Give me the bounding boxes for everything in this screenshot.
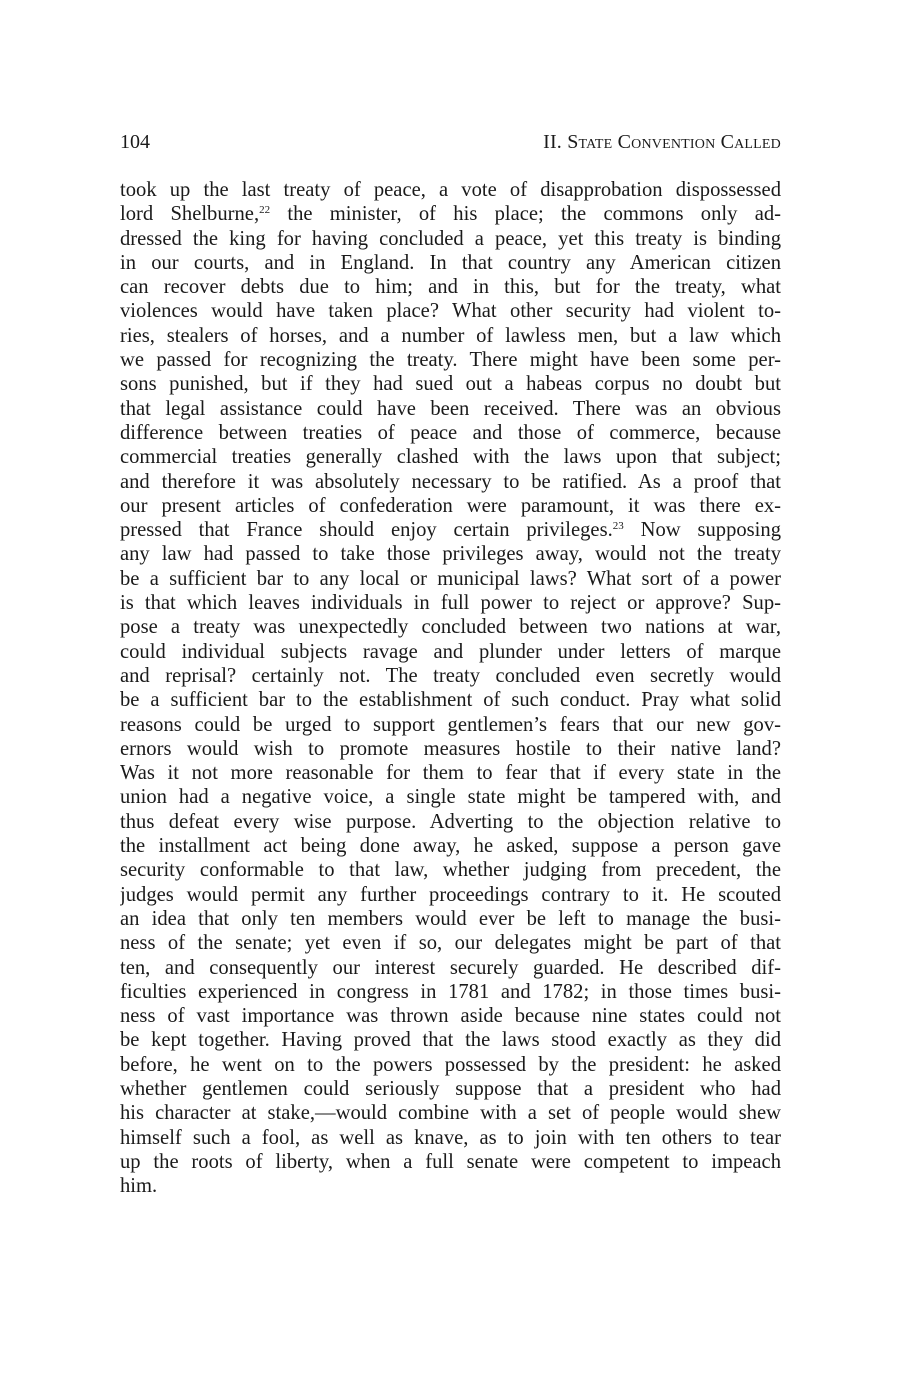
text-line: difference between treaties of peace and those of commerce, because [120,421,781,444]
running-head [120,128,781,156]
text-line: an idea that only ten members would ever be left to manage the busi- [120,907,781,930]
body-paragraph [120,178,781,1198]
text-line: ness of vast importance was thrown aside because nine states could not [120,1005,781,1028]
text-line: ernors would wish to promote measures hostile to their native land? [120,737,781,760]
footnote-reference: 22 [259,204,271,217]
text-line: judges would permit any further proceedings contrary to it. He scouted [120,883,781,906]
text-line: that legal assistance could have been received. There was an obvious [120,397,781,420]
text-line: ficulties experienced in congress in 1781 and 1782; in those times busi- [120,980,781,1003]
text-line: himself such a fool, as well as knave, as to join with ten others to tear [120,1126,781,1149]
text-line: could individual subjects ravage and plunder under letters of marque [120,640,781,663]
text-line: him. [120,1175,158,1198]
text-line: lord Shelburne,$^{22}$ the minister, of his place; the commons only ad- [120,203,781,226]
text-line: be a sufficient bar to any local or municipal laws? What sort of a power [120,567,781,590]
text-line: reasons could be urged to support gentlemen’s fears that our new gov- [120,713,781,736]
text-line: can recover debts due to him; and in this, but for the treaty, what [120,276,781,299]
text-line: and therefore it was absolutely necessary to be ratified. As a proof that [120,470,781,493]
section-title: II. State Convention Called [543,131,781,153]
text-line: before, he went on to the powers possessed by the president: he asked [120,1053,781,1076]
text-line: up the roots of liberty, when a full senate were competent to impeach [120,1150,781,1173]
text-line: sons punished, but if they had sued out a habeas corpus no doubt but [120,373,781,396]
text-line: ten, and consequently our interest securely guarded. He described dif- [120,956,781,979]
text-line: pressed that France should enjoy certain privileges.$^{23}$ Now supposing [120,519,781,542]
text-line: violences would have taken place? What other security had violent to- [120,300,781,323]
text-line: security conformable to that law, whether judging from precedent, the [120,859,781,882]
text-line: ness of the senate; yet even if so, our delegates might be part of that [120,932,781,955]
text-line: pose a treaty was unexpectedly concluded between two nations at war, [120,616,781,639]
text-line: took up the last treaty of peace, a vote of disapprobation dispossessed [120,179,781,201]
text-line: in our courts, and in England. In that country any American citizen [120,251,781,274]
text-line: any law had passed to take those privileges away, would not the treaty [120,543,781,566]
text-line: our present articles of confederation were paramount, it was there ex- [120,494,781,517]
text-line: commercial treaties generally clashed with the laws upon that subject; [120,446,781,469]
footnote-reference: 23 [612,520,624,533]
text-line: Was it not more reasonable for them to fear that if every state in the [120,762,781,785]
page-number: 104 [120,131,150,153]
text-line: ries, stealers of horses, and a number of lawless men, but a law which [120,324,781,347]
text-line: his character at stake,—would combine with a set of people would shew [120,1102,781,1125]
text-line: thus defeat every wise purpose. Adverting to the objection relative to [120,810,781,833]
text-line: we passed for recognizing the treaty. There might have been some per- [120,349,781,372]
text-line: and reprisal? certainly not. The treaty concluded even secretly would [120,664,781,687]
text-line: whether gentlemen could seriously suppose that a president who had [120,1077,781,1100]
text-line: be kept together. Having proved that the laws stood exactly as they did [120,1029,781,1052]
text-line: the installment act being done away, he asked, suppose a person gave [120,835,781,858]
text-line: be a sufficient bar to the establishment of such conduct. Pray what solid [120,689,781,712]
text-line: is that which leaves individuals in full power to reject or approve? Sup- [120,592,781,615]
text-line: union had a negative voice, a single state might be tampered with, and [120,786,781,809]
text-line: dressed the king for having concluded a peace, yet this treaty is binding [120,227,781,250]
